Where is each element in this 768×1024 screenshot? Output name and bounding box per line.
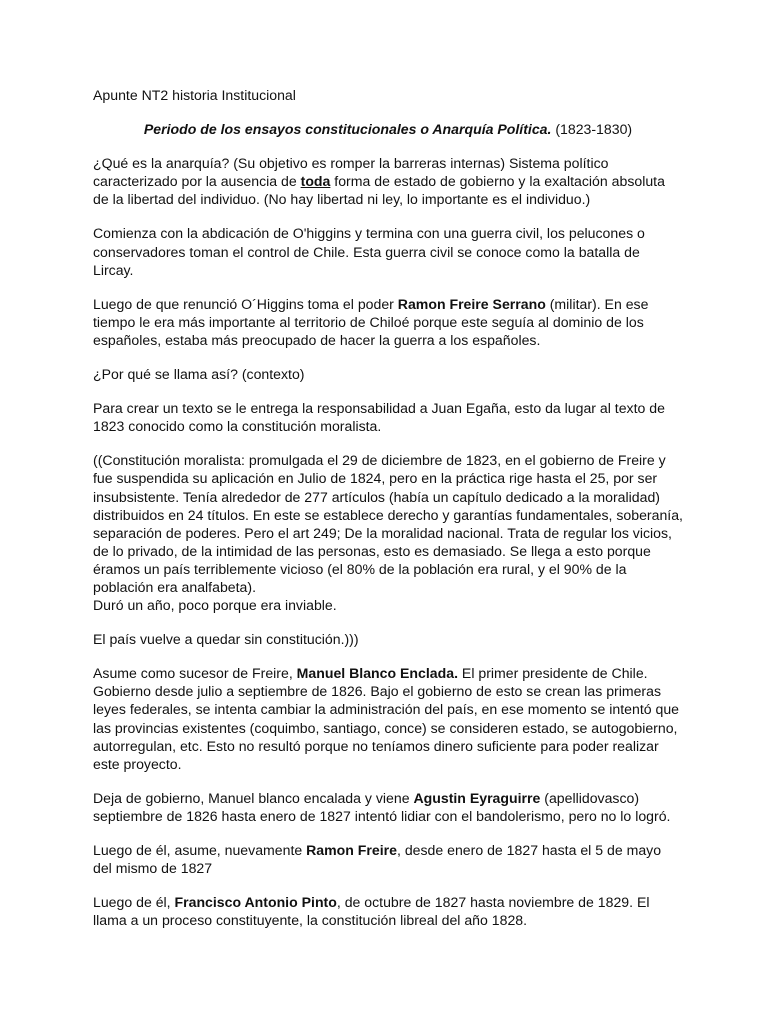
bold-name: Ramon Freire xyxy=(306,842,397,858)
section-title-dates: (1823-1830) xyxy=(551,121,633,138)
text-run: ¿Qué es la anarquía? (Su objetivo es romper la barreras internas) Sistema político caracterizado por la ausencia de xyxy=(93,155,609,190)
paragraph-egana: Para crear un texto se le entrega la responsabilidad a Juan Egaña, esto da lugar al texto de 1823 conocido como la constitución moralista. xyxy=(93,400,665,435)
paragraph-pinto xyxy=(93,893,683,929)
paragraph-blanco-encalada xyxy=(93,664,683,773)
paragraph-sin-constitucion: El país vuelve a quedar sin constitución.))) xyxy=(93,631,359,648)
text-run: , de octubre de 1827 hasta noviembre de 1829. El llama a un proceso constituyente, la constitución libreal del año 1828. xyxy=(93,894,650,929)
paragraph-duracion: Duró un año, poco porque era inviable. xyxy=(93,597,337,614)
text-run: Luego de él, xyxy=(93,894,175,911)
paragraph-freire xyxy=(93,295,683,349)
document-page xyxy=(93,86,683,945)
text-run: Asume como sucesor de Freire, xyxy=(93,665,297,682)
text-run: El primer presidente de Chile. Gobierno desde julio a septiembre de 1826. Bajo el gobierno de esto se crean las primeras leyes federales, se intenta cambiar la administración del país, en ese momento se intentó que las provincias existentes (coquimbo, santiago, conce) se consideren estado, se autogobierno, autorregulan, etc. Esto no resultó porque no teníamos dinero suficiente para poder realizar este proyecto. xyxy=(93,665,680,772)
text-run: forma de estado de gobierno y la exaltación absoluta de la libertad del individuo. (No hay libertad ni ley, lo importante es el individuo.) xyxy=(93,173,665,208)
paragraph-constitucion-moralista: ((Constitución moralista: promulgada el 29 de diciembre de 1823, en el gobierno de Freire y fue suspendida su aplicación en Julio de 1824, pero en la práctica rige hasta el 25, por ser insubsistente. Tenía alrededor de 277 artículos (había un capítulo dedicado a la moralidad) distribuidos en 24 títulos. En este se establece derecho y garantías fundamentales, soberanía, separación de poderes. Pero el art 249; De la moralidad nacional. Trata de regular los vicios, de lo privado, de la intimidad de las personas, esto es demasiado. Se llega a esto porque éramos un país terriblemente vicioso (el 80% de la población era rural, y el 90% de la población era analfabeta). xyxy=(93,452,683,595)
bold-name: Agustin Eyraguirre xyxy=(413,789,541,806)
bold-name: Francisco Antonio Pinto xyxy=(174,894,337,911)
text-run: Luego de que renunció O´Higgins toma el poder xyxy=(93,295,398,312)
text-run: (militar). En ese tiempo le era más importante al territorio de Chiloé porque este seguía al dominio de los españoles, estaba más preocupado de hacer la guerra a los españoles. xyxy=(93,295,649,348)
section-title xyxy=(93,120,683,138)
text-run: Luego de él, asume, nuevamente xyxy=(93,842,307,858)
bold-name: Ramon Freire Serrano xyxy=(397,295,546,312)
text-run: Deja de gobierno, Manuel blanco encalada y viene xyxy=(93,789,414,806)
bold-name: Manuel Blanco Enclada. xyxy=(296,665,458,682)
section-title-emphasis: Periodo de los ensayos constitucionales o Anarquía Política. xyxy=(143,121,552,138)
text-run: , desde enero de 1827 hasta el 5 de mayo del mismo de 1827 xyxy=(93,842,662,877)
paragraph-contexto: ¿Por qué se llama así? (contexto) xyxy=(93,366,305,383)
paragraph-ohiggins: Comienza con la abdicación de O'higgins y termina con una guerra civil, los pelucones o conservadores toman el control de Chile. Esta guerra civil se conoce como la batalla de Lircay. xyxy=(93,225,645,278)
underlined-emphasis: toda xyxy=(300,173,331,190)
document-heading: Apunte NT2 historia Institucional xyxy=(93,87,296,103)
paragraph-freire-nuevamente xyxy=(93,841,683,877)
paragraph-anarquia xyxy=(93,154,683,208)
text-run: (apellidovasco) septiembre de 1826 hasta enero de 1827 intentó lidiar con el bandolerismo, pero no lo logró. xyxy=(93,789,671,824)
paragraph-eyraguirre xyxy=(93,789,683,825)
